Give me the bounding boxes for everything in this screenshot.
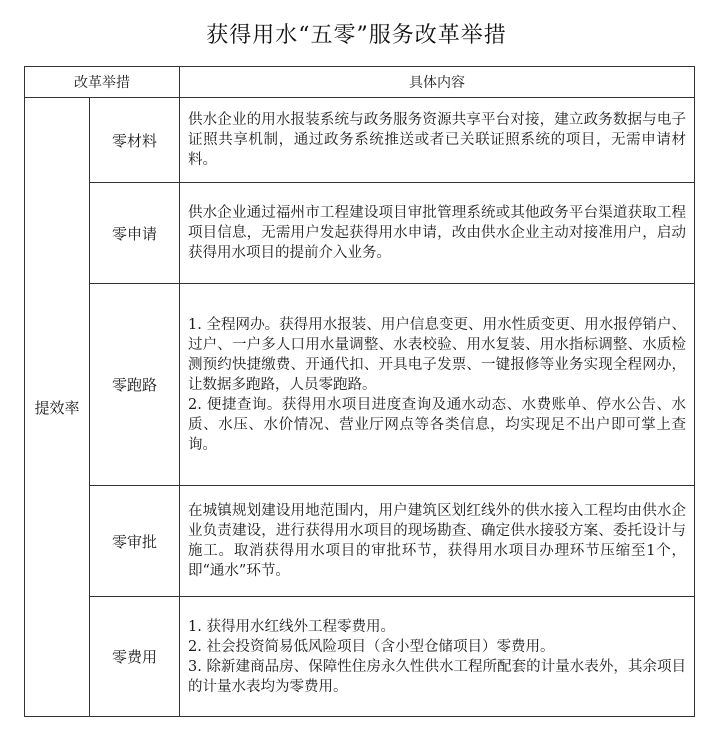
document-title: 获得用水“五零”服务改革举措 (206, 23, 507, 48)
item-cell-zero-materials: 零材料 (90, 98, 180, 183)
header-specific-content: 具体内容 (180, 67, 695, 98)
content-cell-zero-materials (180, 98, 695, 183)
table-row (25, 284, 695, 486)
category-cell: 提效率 (25, 98, 90, 717)
content-line: 2. 便捷查询。获得用水项目进度查询及通水动态、水费账单、停水公告、水质、水压、水价情况、营业厅网点等各类信息，均实现足不出户即可掌上查询。 (188, 396, 686, 453)
table-header-row (25, 67, 695, 98)
table-row (25, 98, 695, 183)
content-cell-zero-approval (180, 486, 695, 597)
content-line: 1. 全程网办。获得用水报装、用户信息变更、用水性质变更、用水报停销户、过户、一户多人口用水量调整、水表校验、用水复装、用水指标调整、水质检测预约快捷缴费、开通代扣、开具电子发票、一键报修等业务实现全程网办，让数据多跑路，人员零跑路。 (188, 316, 686, 393)
content-cell-zero-application (180, 183, 695, 284)
content-line: 供水企业的用水报装系统与政务服务资源共享平台对接，建立政务数据与电子证照共享机制，通过政务系统推送或者已关联证照系统的项目，无需申请材料。 (188, 112, 686, 168)
table-row (25, 486, 695, 597)
table-row (25, 183, 695, 284)
content-line: 3. 除新建商品房、保障性住房永久性供水工程所配套的计量水表外，其余项目的计量水表均为零费用。 (188, 658, 686, 695)
content-line: 1. 获得用水红线外工程零费用。 (188, 618, 395, 635)
item-cell-zero-application: 零申请 (90, 183, 180, 284)
content-line: 2. 社会投资简易低风险项目（含小型仓储项目）零费用。 (188, 638, 555, 655)
reform-measures-table (24, 66, 695, 717)
item-cell-zero-cost: 零费用 (90, 597, 180, 717)
content-cell-zero-trips (180, 284, 695, 486)
content-line: 供水企业通过福州市工程建设项目审批管理系统或其他政务平台渠道获取工程项目信息，无需用户发起获得用水申请，改由供水企业主动对接准用户，启动获得用水项目的提前介入业务。 (188, 205, 686, 261)
header-reform-measures: 改革举措 (25, 67, 180, 98)
item-cell-zero-trips: 零跑路 (90, 284, 180, 486)
content-line: 在城镇规划建设用地范围内，用户建筑区划红线外的供水接入工程均由供水企业负责建设，进行获得用水项目的现场勘查、确定供水接驳方案、委托设计与施工。取消获得用水项目的审批环节，获得用水项目办理环节压缩至1个，即“通水”环节。 (188, 503, 686, 579)
item-cell-zero-approval: 零审批 (90, 486, 180, 597)
table-row (25, 597, 695, 717)
content-cell-zero-cost (180, 597, 695, 717)
